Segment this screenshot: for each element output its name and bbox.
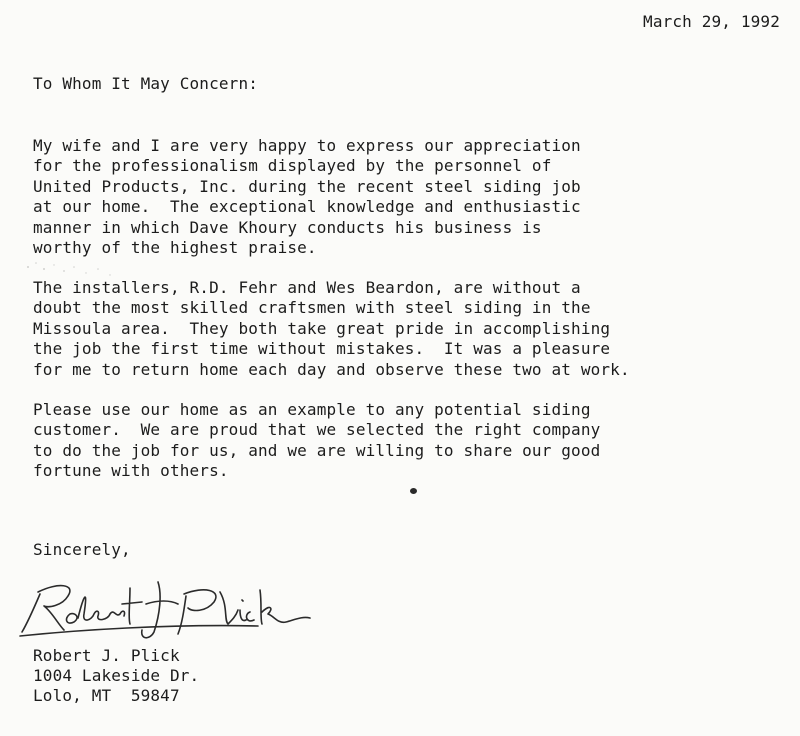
paragraph-line: The installers, R.D. Fehr and Wes Beardon, are without a — [33, 278, 581, 297]
sender-name: Robert J. Plick — [33, 646, 180, 665]
closing: Sincerely, — [33, 540, 131, 559]
paragraph-line: worthy of the highest praise. — [33, 237, 317, 257]
paragraph-line: fortune with others. — [33, 461, 229, 481]
paragraph-line: Please use our home as an example to any potential siding — [33, 400, 591, 419]
scan-speckles — [20, 255, 140, 295]
paragraph-line: the job the first time without mistakes. It was a pleasure — [33, 339, 611, 359]
paragraph-3 — [33, 400, 600, 482]
paragraph-line: manner in which Dave Khoury conducts his business is — [33, 217, 542, 237]
letter-date: March 29, 1992 — [643, 12, 780, 31]
paragraph-line: at our home. The exceptional knowledge and enthusiastic — [33, 197, 581, 217]
ink-smudge — [410, 488, 417, 494]
paragraph-line: Missoula area. They both take great pride in accomplishing — [33, 318, 611, 338]
paragraph-line: doubt the most skilled craftsmen with steel siding in the — [33, 298, 591, 318]
paragraph-1 — [33, 136, 581, 258]
paragraph-line: to do the job for us, and we are willing to share our good — [33, 440, 601, 460]
paragraph-line: customer. We are proud that we selected the right company — [33, 420, 601, 440]
sender-street: 1004 Lakeside Dr. — [33, 666, 200, 685]
sender-city-state-zip: Lolo, MT 59847 — [33, 686, 180, 705]
paragraph-line: for me to return home each day and observe these two at work. — [33, 359, 630, 379]
salutation: To Whom It May Concern: — [33, 74, 259, 93]
paragraph-line: My wife and I are very happy to express our appreciation — [33, 136, 581, 155]
paragraph-line: United Products, Inc. during the recent steel siding job — [33, 176, 581, 196]
paragraph-line: for the professionalism displayed by the personnel of — [33, 156, 552, 176]
handwritten-signature — [18, 574, 318, 646]
